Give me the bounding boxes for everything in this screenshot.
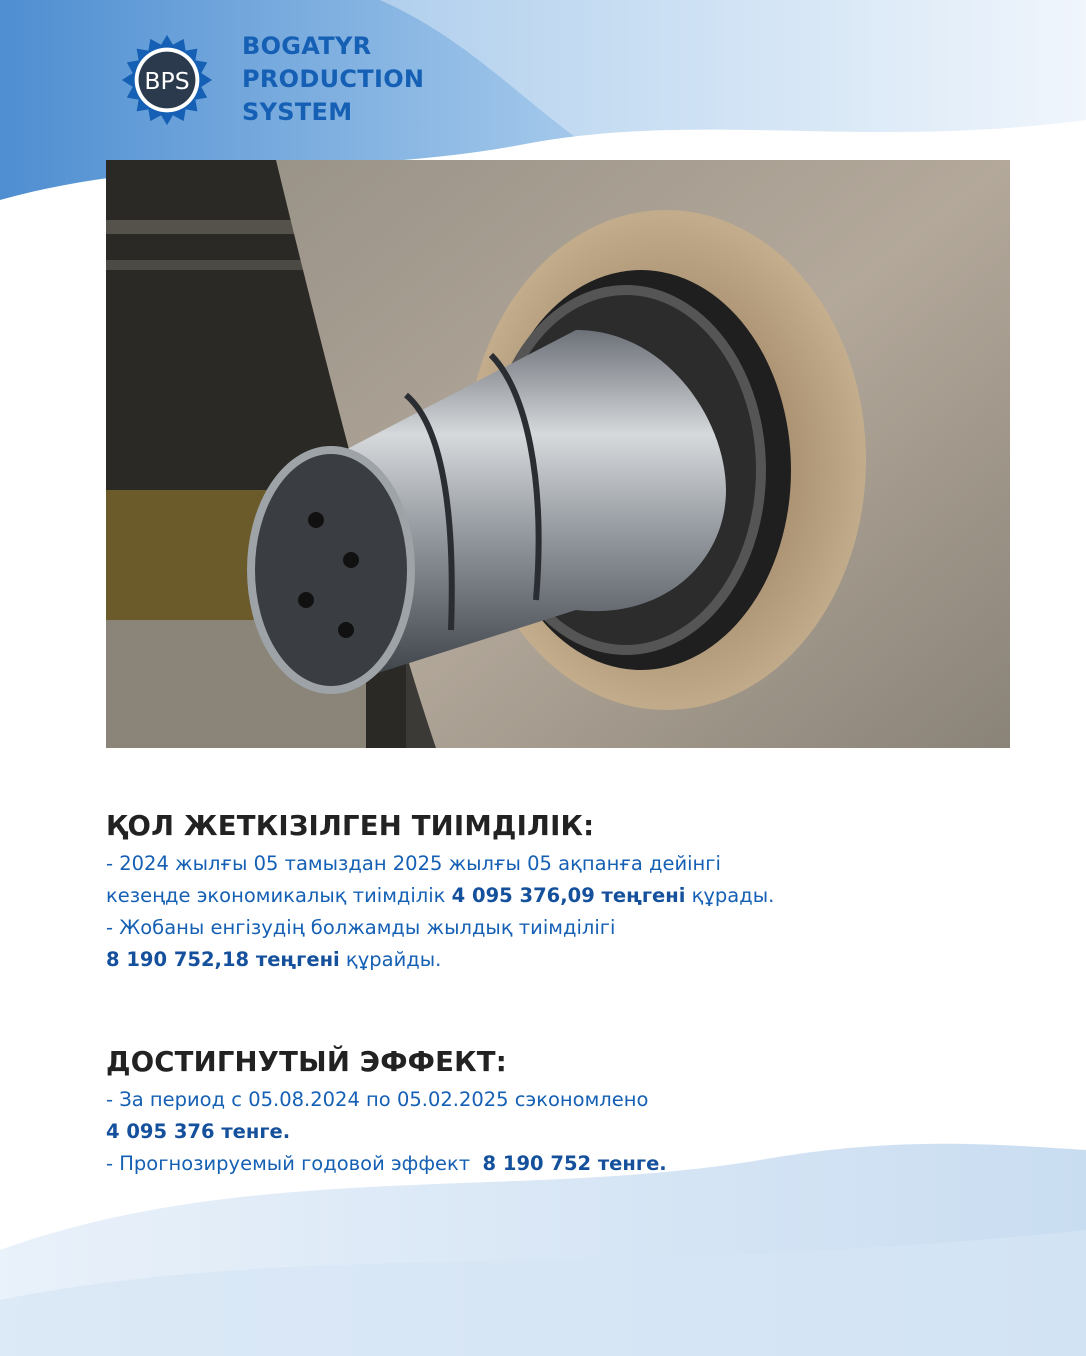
ru-line-3-pre: - Прогнозируемый годовой эффект (106, 1152, 483, 1175)
svg-text:BPS: BPS (144, 66, 190, 95)
brand-name (242, 30, 424, 129)
kz-amount-period: 4 095 376,09 теңгені (451, 884, 686, 907)
ru-line-2 (106, 1116, 1046, 1148)
ru-amount-period: 4 095 376 тенге. (106, 1120, 291, 1143)
kz-heading: ҚОЛ ЖЕТКІЗІЛГЕН ТИІМДІЛІК: (106, 810, 595, 842)
kz-line-3: - Жобаны енгізудің болжамды жылдық тиімділігі (106, 916, 616, 939)
kz-line-1: - 2024 жылғы 05 тамыздан 2025 жылғы 05 ақпанға дейінгі (106, 852, 721, 875)
ru-line-3 (106, 1148, 1046, 1180)
ru-effect-section (106, 1042, 1046, 1180)
kz-line-4-post: құрайды. (339, 948, 442, 971)
brand-line-1: BOGATYR (242, 32, 372, 60)
kz-line-2-post: құрады. (685, 884, 775, 907)
kz-line-2 (106, 880, 1046, 912)
ru-heading: ДОСТИГНУТЫЙ ЭФФЕКТ: (106, 1046, 507, 1078)
brand-line-3: SYSTEM (242, 98, 353, 126)
kz-line-2-pre: кезеңде экономикалық тиімділік (106, 884, 452, 907)
ru-line-1: - За период с 05.08.2024 по 05.02.2025 сэкономлено (106, 1088, 649, 1111)
kz-effect-section (106, 806, 1046, 976)
kz-line-4 (106, 944, 1046, 976)
brand-line-2: PRODUCTION (242, 65, 425, 93)
equipment-photo (106, 160, 1010, 748)
ru-amount-annual: 8 190 752 тенге. (482, 1152, 667, 1175)
kz-amount-annual: 8 190 752,18 теңгені (106, 948, 340, 971)
brand-logo (118, 30, 424, 129)
gear-logo-icon (118, 31, 216, 129)
